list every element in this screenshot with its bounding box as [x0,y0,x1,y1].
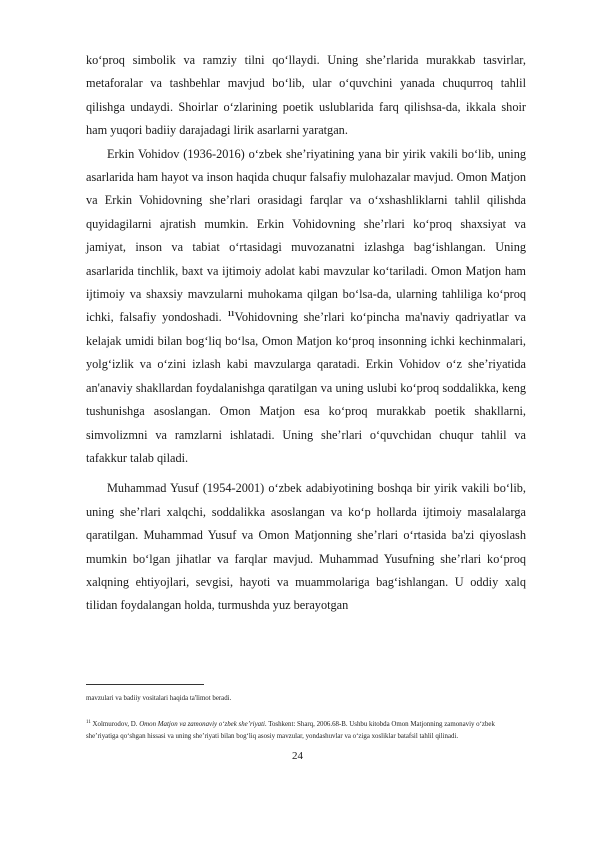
footnote-details: . Toshkent: Sharq, 2006.68-B. Ushbu kitobda Omon Matjonning zamonaviy o‘zbek she’riyatiga qo‘shgan hissasi va uning she’riyati bilan bog‘liq asosiy mavzular, yondashuvlar va o‘ziga xosliklar batafsil tahlil qilinadi. [86,721,495,740]
page-number: 24 [292,750,303,762]
paragraph-1: ko‘proq simbolik va ramziy tilni qo‘llaydi. Uning she’rlarida murakkab tasvirlar, metaforalar va tashbehlar mavjud bo‘lib, ular o‘quvchini yanada chuqurroq tahlil qilishga undaydi. Shoirlar o‘zlarining poetik uslublarida farq qilishsa-da, ikkala shoir ham yuqori badiiy darajadagi lirik asarlarni yaratgan. [86,53,526,138]
paragraph-3: Muhammad Yusuf (1954-2001) o‘zbek adabiyotining boshqa bir yirik vakili bo‘lib, uning she’rlari xalqchi, soddalikka asoslangan va ko‘p hollarda ijtimoiy masalalarga qaratilgan. Muhammad Yusuf va Omon Matjonning she’rlari o‘rtasida ba'zi qiyoslash mumkin bo‘lgan jihatlar va farqlar mavjud. Muhammad Yusufning she’rlari ko‘proq xalqning ehtiyojlari, sevgisi, hayoti va muammolariga bag‘ishlangan. U oddiy xalq tilidan foydalangan holda, turmushda yuz berayotgan [86,481,526,613]
main-text [86,49,526,618]
footnote-number: 11 [86,720,91,725]
paragraph-2 [86,143,526,471]
footnote-divider [86,684,204,685]
footnote-continued: mavzulari va badiiy vositalari haqida ta'limot beradi. [86,695,232,702]
footnote-author: Xolmurodov, D. [90,721,140,728]
footnote-book-title: Omon Matjon va zamonaviy o‘zbek she’riyati [139,721,265,728]
paragraph-2-text-a: Erkin Vohidov (1936-2016) o‘zbek she’riyatining yana bir yirik vakili bo‘lib, uning asarlarida ham hayot va inson haqida chuqur falsafiy mulohazalar mavjud. Omon Matjon va Erkin Vohidovning she’rlari orasidagi farqlar va o‘xshashliklarni tahlil qilishda quyidagilarni ajratish mumkin. Erkin Vohidovning she’rlari ko‘proq shaxsiyat va jamiyat, inson va tabiat o‘rtasidagi muvozanatni izlashga bag‘ishlangan. Uning asarlarida tinchlik, baxt va ijtimoiy adolat kabi mavzular ko‘tariladi. Omon Matjon ham ijtimoiy va shaxsiy mavzularni muhokama qilgan bo‘lsa-da, ularning tahliliga ko‘proq ichki, falsafiy yondoshadi. [86,146,526,325]
footnotes [86,693,526,743]
paragraph-2-text-b: Vohidovning she’rlari ko‘pincha ma'naviy qadriyatlar va kelajak umidi bilan bog‘liq bo‘lsa, Omon Matjon ko‘proq insonning ichki kechinmalari, yolg‘izlik va o‘zini izlash kabi mavzularga qaratadi. Erkin Vohidov o‘z she’riyatida an'anaviy shakllardan foydalanishga qaratilgan va uning uslubi ko‘proq soddalikka, keng tushunishga asoslangan. Omon Matjon esa ko‘proq murakkab poetik shakllarni, simvolizmni va ramzlarni ishlatadi. Uning she’rlari o‘quvchidan chuqur tahlil va tafakkur talab qiladi. [86,310,526,465]
footnote-11 [86,719,526,743]
footnote-reference[interactable]: 11 [227,309,235,319]
